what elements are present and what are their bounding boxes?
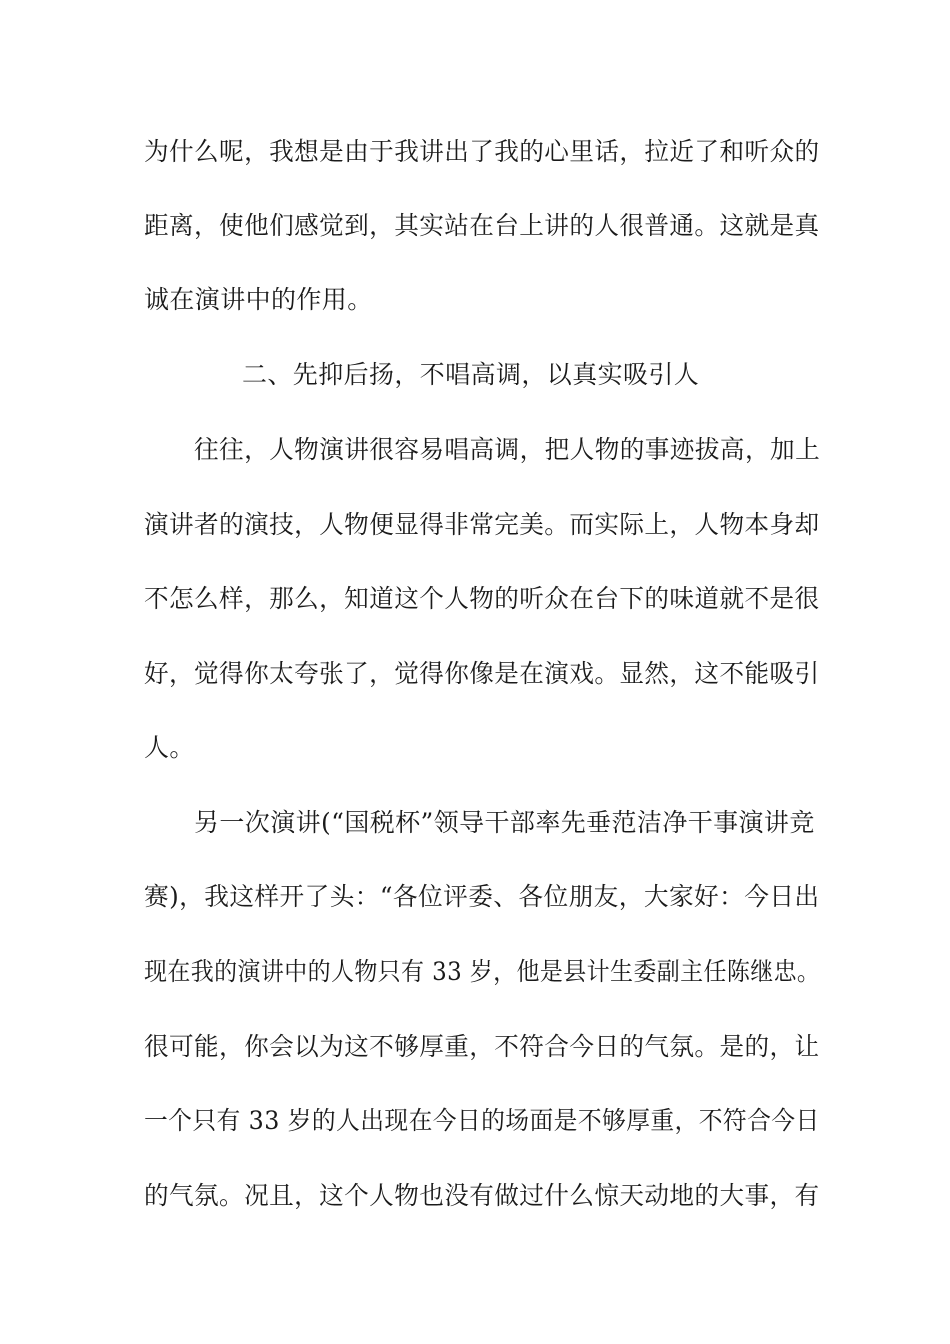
paragraph-line: 不怎么样，那么，知道这个人物的听众在台下的味道就不是很 [144,584,820,613]
paragraph-line: 诚在演讲中的作用。 [144,285,373,314]
paragraph-line: 往往，人物演讲很容易唱高调，把人物的事迹拔高，加上 [194,435,821,464]
paragraph-line: 好，觉得你太夸张了，觉得你像是在演戏。显然，这不能吸引 [144,659,820,688]
paragraph-line: 赛)，我这样开了头：“各位评委、各位朋友，大家好：今日出 [144,882,820,911]
paragraph-line: 一个只有 33 岁的人出现在今日的场面是不够厚重，不符合今日 [144,1106,820,1135]
section-heading: 二、先抑后扬，不唱高调，以真实吸引人 [242,360,700,389]
paragraph-line: 距离，使他们感觉到，其实站在台上讲的人很普通。这就是真 [144,211,820,240]
paragraph-line: 为什么呢，我想是由于我讲出了我的心里话，拉近了和听众的 [144,137,820,166]
paragraph-line: 人。 [144,733,195,762]
paragraph-line: 很可能，你会以为这不够厚重，不符合今日的气氛。是的，让 [144,1032,820,1061]
paragraph-line: 现在我的演讲中的人物只有 33 岁，他是县计生委副主任陈继忠。 [144,957,821,986]
paragraph-line: 另一次演讲(“国税杯”领导干部率先垂范洁净干事演讲竞 [194,808,815,837]
paragraph-line: 演讲者的演技，人物便显得非常完美。而实际上，人物本身却 [144,510,820,539]
paragraph-line: 的气氛。况且，这个人物也没有做过什么惊天动地的大事，有 [144,1181,820,1210]
